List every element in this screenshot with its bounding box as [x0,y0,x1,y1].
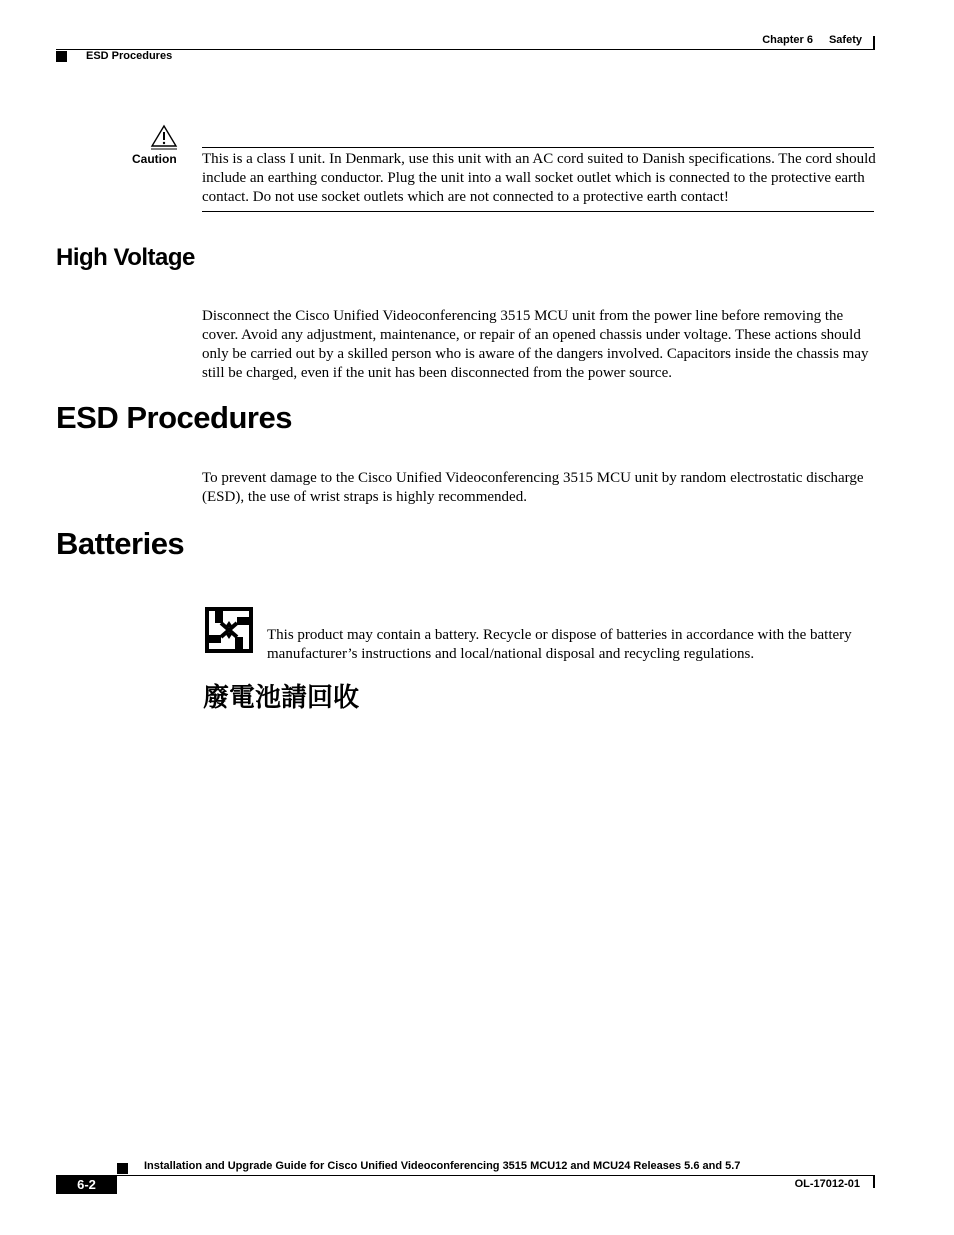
warning-triangle-icon [150,124,178,150]
chapter-title: Safety [828,34,862,46]
footer-marker [117,1163,128,1174]
footer-tick [873,1175,875,1188]
footer-rule [117,1175,874,1176]
high-voltage-text: Disconnect the Cisco Unified Videoconferencing 3515 MCU unit from the power line before removing the cover. Avoid any adjustment, maintenance, or repair of an opened chassis under voltage. These actions should only be carried out by a skilled person who is aware of the dangers involved. Capacitors inside the chassis may still be charged, even if the unit has been disconnected from the power source. [202,308,869,381]
heading-high-voltage: High Voltage [56,244,195,271]
chinese-recycle-text: 廢電池請回收 [203,683,360,712]
document-number: OL-17012-01 [794,1178,860,1190]
chapter-number: Chapter 6 [762,34,813,46]
caution-rule-top [202,147,874,148]
header-rule [56,49,874,50]
esd-text: To prevent damage to the Cisco Unified Videoconferencing 3515 MCU unit by random electrostatic discharge (ESD), the use of wrist straps is highly recommended. [202,470,864,505]
running-header-section: ESD Procedures [86,50,173,62]
page-number: 6-2 [56,1175,117,1194]
caution-text: This is a class I unit. In Denmark, use this unit with an AC cord suited to Danish specifications. The cord should include an earthing conductor. Plug the unit into a wall socket outlet which is connected to the protective earth contact. Do not use socket outlets which are not connected to a protective earth contact! [202,151,876,205]
heading-batteries: Batteries [56,526,185,561]
header-tick [873,36,875,50]
chinese-recycle-text-logo [203,680,373,712]
heading-esd-procedures: ESD Procedures [56,400,292,435]
batteries-text: This product may contain a battery. Recycle or dispose of batteries in accordance with the battery manufacturer’s instructions and local/national disposal and recycling regulations. [267,627,852,662]
running-header-right [762,34,862,46]
battery-recycle-icon [205,607,253,653]
header-marker [56,51,67,62]
footer-guide-title: Installation and Upgrade Guide for Cisco Unified Videoconferencing 3515 MCU12 and MCU24 Releases 5.6 and 5.7 [144,1160,741,1172]
caution-label: Caution [132,152,177,166]
caution-rule-bottom [202,211,874,212]
